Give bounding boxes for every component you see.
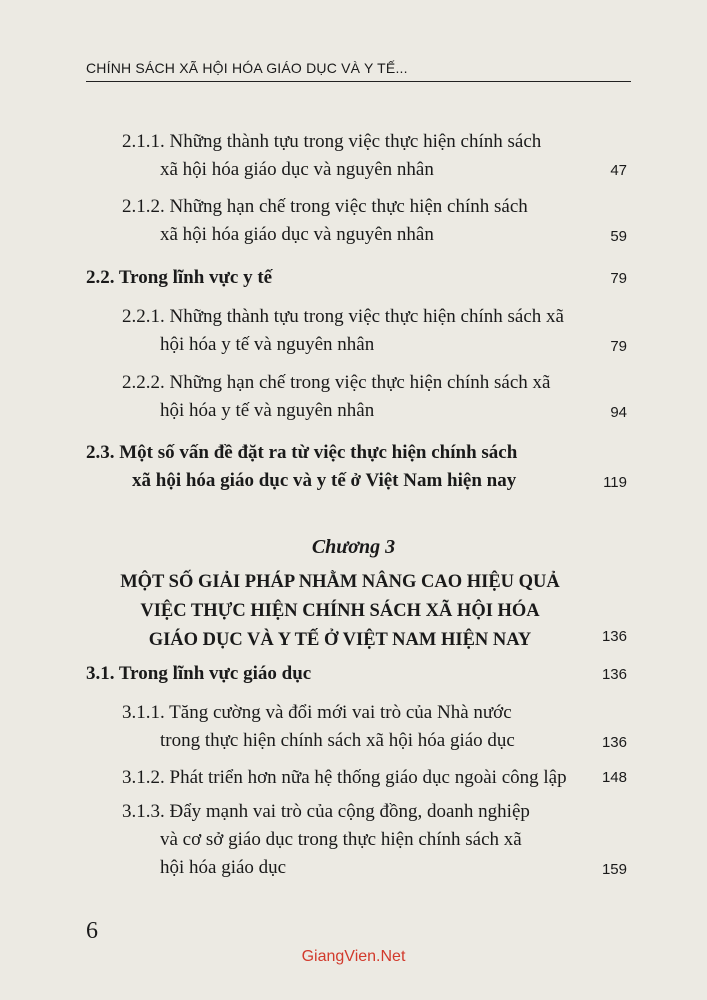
chapter-label: Chương 3 <box>311 536 396 558</box>
toc-entry-2-2-1 <box>122 303 564 359</box>
toc-line: hội hóa y tế và nguyên nhân <box>160 400 375 421</box>
toc-line: hội hóa y tế và nguyên nhân <box>160 334 375 355</box>
toc-line: xã hội hóa giáo dục và nguyên nhân <box>160 159 434 180</box>
toc-line: 3.1. Trong lĩnh vực giáo dục <box>86 663 312 684</box>
toc-line: xã hội hóa giáo dục và nguyên nhân <box>160 224 434 245</box>
toc-line: 2.2.1. Những thành tựu trong việc thực hiện chính sách xã <box>122 306 564 327</box>
toc-entry-2-2 <box>86 264 272 292</box>
page-number: 79 <box>610 338 627 355</box>
page-number: 136 <box>601 734 627 751</box>
toc-entry-3-1-2 <box>122 764 567 792</box>
toc-entry-2-1-1 <box>122 128 541 184</box>
toc-line: 2.2.2. Những hạn chế trong việc thực hiện chính sách xã <box>122 372 551 393</box>
toc-line: 2.2. Trong lĩnh vực y tế <box>86 267 273 288</box>
page-number: 159 <box>601 861 627 878</box>
chapter-title <box>100 568 580 655</box>
toc-line: 3.1.1. Tăng cường và đổi mới vai trò của Nhà nước <box>122 702 512 723</box>
running-header: CHÍNH SÁCH XÃ HỘI HÓA GIÁO DỤC VÀ Y TẾ... <box>86 60 631 82</box>
toc-entry-3-1-3 <box>122 798 530 882</box>
toc-line: hội hóa giáo dục <box>160 857 287 878</box>
toc-line: 3.1.3. Đẩy mạnh vai trò của cộng đồng, doanh nghiệp <box>122 801 530 822</box>
toc-entry-2-1-2 <box>122 193 528 249</box>
page-number: 59 <box>610 228 627 245</box>
chapter-title-line: VIỆC THỰC HIỆN CHÍNH SÁCH XÃ HỘI HÓA <box>140 601 540 621</box>
page-number: 79 <box>610 270 627 287</box>
toc-entry-3-1 <box>86 660 311 688</box>
chapter-title-line: GIÁO DỤC VÀ Y TẾ Ở VIỆT NAM HIỆN NAY <box>148 630 532 650</box>
toc-line: xã hội hóa giáo dục và y tế ở Việt Nam hiện nay <box>132 470 517 491</box>
folio-page-number: 6 <box>86 918 98 944</box>
page-number: 136 <box>601 666 627 683</box>
toc-line: 2.1.2. Những hạn chế trong việc thực hiện chính sách <box>122 196 528 217</box>
page-number: 148 <box>601 769 627 786</box>
page-number: 119 <box>603 474 627 491</box>
toc-line: trong thực hiện chính sách xã hội hóa giáo dục <box>160 730 515 751</box>
watermark[interactable]: GiangVien.Net <box>301 948 406 965</box>
page-number: 136 <box>601 628 627 645</box>
toc-line: 3.1.2. Phát triển hơn nữa hệ thống giáo dục ngoài công lập <box>122 767 567 788</box>
toc-line: và cơ sở giáo dục trong thực hiện chính sách xã <box>160 829 522 850</box>
toc-line: 2.3. Một số vấn đề đặt ra từ việc thực hiện chính sách <box>86 442 518 463</box>
page-number: 94 <box>610 404 627 421</box>
toc-entry-2-3 <box>86 439 517 495</box>
toc-entry-3-1-1 <box>122 699 515 755</box>
toc-entry-2-2-2 <box>122 369 550 425</box>
chapter-title-line: MỘT SỐ GIẢI PHÁP NHẰM NÂNG CAO HIỆU QUẢ <box>120 572 560 592</box>
page-number: 47 <box>610 162 627 179</box>
toc-line: 2.1.1. Những thành tựu trong việc thực hiện chính sách <box>122 131 542 152</box>
